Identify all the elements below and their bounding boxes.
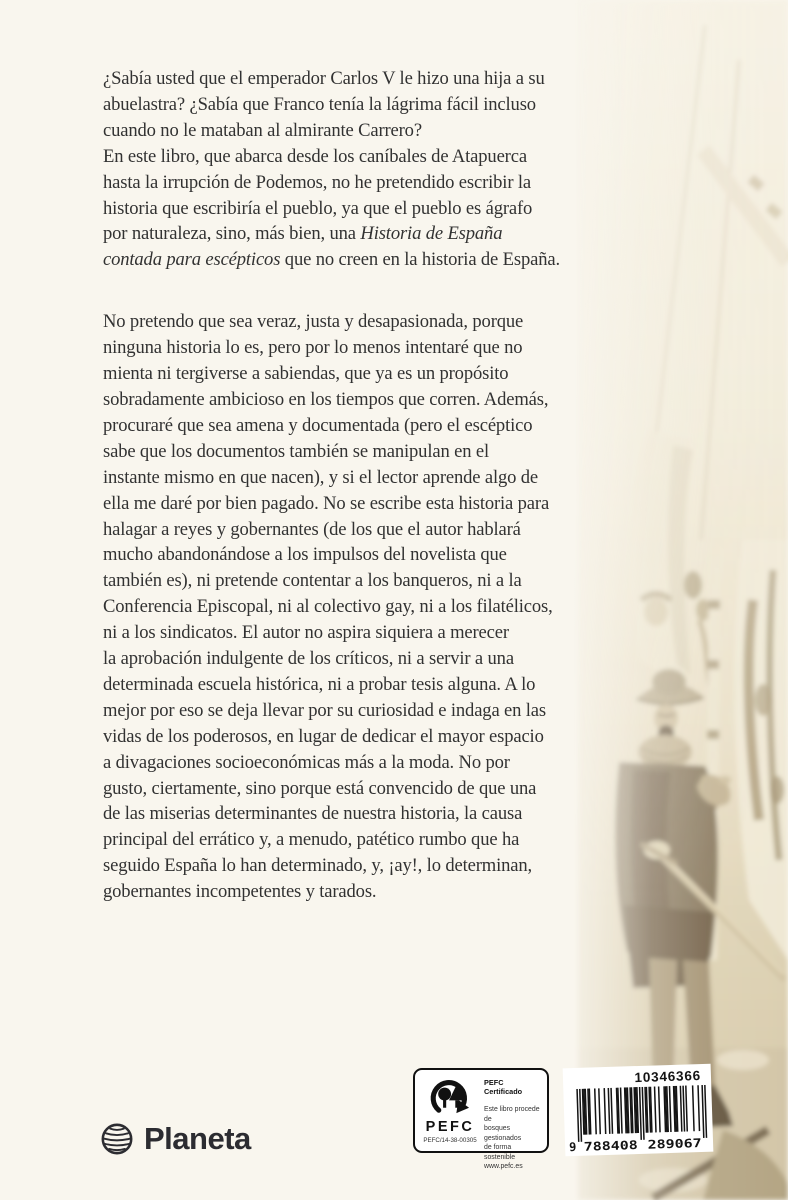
pefc-website: www.pefc.es: [484, 1162, 523, 1170]
text-segment: sobradamente ambicioso en los tiempos que corren. Además,: [103, 388, 549, 410]
pefc-right-column: [480, 1075, 541, 1170]
text-segment: a divagaciones socioeconómicas más a la moda. No por: [103, 751, 510, 773]
text-line: [103, 724, 560, 750]
text-segment: determinada escuela histórica, ni a probar tesis alguna. A lo: [103, 673, 536, 695]
text-line: [103, 542, 560, 568]
text-segment: mucho abandonándose a los impulsos del novelista que: [103, 544, 507, 566]
text-line: [103, 309, 560, 335]
text-segment: vidas de los poderosos, en lugar de dedicar el mayor espacio: [103, 725, 544, 747]
text-segment: ella me daré por bien pagado. No se escribe esta historia para: [103, 492, 550, 514]
text-segment: ¿Sabía usted que el emperador Carlos V le hizo una hija a su: [103, 68, 545, 89]
text-line: [103, 387, 560, 413]
pefc-description-line: bosques gestionados: [484, 1125, 522, 1142]
text-segment: ni a los sindicatos. El autor no aspira siquiera a merecer: [103, 622, 509, 644]
text-segment: cuando no le mataban al almirante Carrero?: [103, 119, 422, 141]
pefc-title: PEFC Certificado: [484, 1078, 523, 1096]
pefc-cert-number: PEFC/14-38-00305: [423, 1137, 477, 1144]
text-line: [103, 247, 560, 273]
pefc-wordmark: PEFC: [425, 1119, 475, 1135]
paragraph: [103, 309, 560, 905]
text-line: [103, 853, 560, 879]
pefc-description-line: de forma sostenible: [484, 1144, 516, 1161]
text-line: [103, 750, 560, 776]
text-line: [103, 170, 560, 196]
planeta-logo: [99, 1121, 251, 1157]
text-segment: que no creen en la historia de España.: [280, 249, 560, 271]
text-segment: ninguna historia lo es, pero por lo menos intentaré que no: [103, 337, 523, 359]
text-line: [103, 801, 560, 827]
italic-book-title: Historia de España: [360, 223, 503, 245]
text-segment: abuelastra? ¿Sabía que Franco tenía la lágrima fácil incluso: [103, 93, 536, 115]
text-line: [103, 776, 560, 802]
text-segment: procuraré que sea amena y documentada (pero el escéptico: [103, 414, 533, 436]
text-segment: En este libro, que abarca desde los caníbales de Atapuerca: [103, 145, 527, 167]
text-line: [103, 221, 560, 247]
text-line: [103, 879, 560, 905]
text-line: [103, 698, 560, 724]
text-segment: mejor por eso se deja llevar por su curiosidad e indaga en las: [103, 699, 546, 721]
pefc-description-line: Este libro procede de: [484, 1106, 540, 1123]
text-segment: halagar a reyes y gobernantes (de los que el autor hablará: [103, 518, 521, 540]
text-segment: la aprobación indulgente de los críticos, ni a servir a una: [103, 648, 514, 670]
text-line: [103, 594, 560, 620]
text-line: [103, 517, 560, 543]
text-line: [103, 335, 560, 361]
text-segment: principal del errático y, a menudo, patético rumbo que ha: [103, 829, 520, 851]
text-line: [103, 66, 560, 92]
text-segment: gusto, ciertamente, sino porque está convencido de que una: [103, 777, 537, 799]
text-line: [103, 827, 560, 853]
pefc-description: [484, 1105, 541, 1163]
text-line: [103, 92, 560, 118]
text-segment: Conferencia Episcopal, ni al colectivo gay, ni a los filatélicos,: [103, 596, 553, 618]
text-line: [103, 118, 560, 144]
barcode-digits: 9: [568, 1139, 577, 1155]
pefc-label: [413, 1068, 549, 1170]
text-segment: historia que escribiría el pueblo, ya que el pueblo es ágrafo: [103, 197, 533, 219]
text-line: [103, 491, 560, 517]
text-line: [103, 672, 560, 698]
text-segment: sabe que los documentos también se manipulan en el: [103, 440, 489, 462]
ean13-barcode-icon: [567, 1085, 709, 1155]
text-segment: seguido España lo han determinado, y, ¡ay!, lo determinan,: [103, 855, 532, 877]
text-line: [103, 413, 560, 439]
italic-book-title: contada para escépticos: [103, 249, 281, 271]
text-line: [103, 465, 560, 491]
text-segment: gobernantes incompetentes y tarados.: [103, 881, 377, 903]
text-line: [103, 144, 560, 170]
text-segment: por naturaleza, sino, más bien, una: [103, 223, 361, 245]
barcode-label: [563, 1064, 714, 1157]
paragraph: [103, 66, 560, 273]
barcode-top-number: 10346366: [634, 1068, 702, 1086]
pefc-left-column: [420, 1075, 480, 1146]
text-line: [103, 361, 560, 387]
text-line: [103, 620, 560, 646]
text-segment: mienta ni tergiverse a sabiendas, que ya es un propósito: [103, 363, 509, 385]
text-line: [103, 646, 560, 672]
text-line: [103, 196, 560, 222]
text-line: [103, 439, 560, 465]
text-line: [103, 568, 560, 594]
barcode-digits: 289067: [647, 1136, 692, 1152]
pefc-trees-icon: [429, 1075, 472, 1118]
planeta-globe-icon: [99, 1121, 135, 1157]
background-painting-conquistador: [553, 0, 788, 1200]
planeta-wordmark: Planeta: [144, 1121, 251, 1156]
text-segment: de las miserias determinantes de nuestra historia, la causa: [103, 803, 523, 825]
text-segment: instante mismo en que nacen), y si el lector aprende algo de: [103, 466, 539, 488]
back-cover-text: [103, 66, 560, 905]
text-segment: también es), ni pretende contentar a los banqueros, ni a la: [103, 570, 522, 592]
barcode-digits: 788408: [583, 1138, 628, 1154]
text-segment: No pretendo que sea veraz, justa y desapasionada, porque: [103, 311, 524, 333]
text-segment: hasta la irrupción de Podemos, no he pretendido escribir la: [103, 171, 531, 193]
